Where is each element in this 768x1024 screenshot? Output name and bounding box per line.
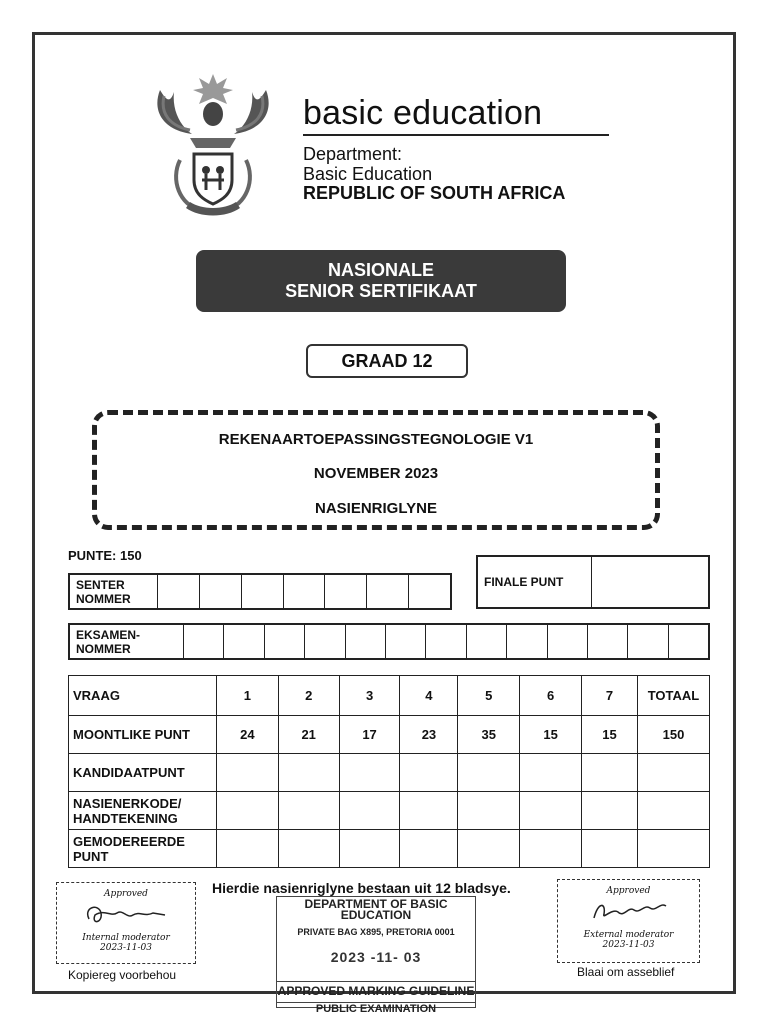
question-number: 7 bbox=[582, 676, 638, 716]
mark-cell[interactable] bbox=[520, 792, 582, 830]
brand-name: basic education bbox=[303, 94, 543, 132]
final-mark-cell[interactable] bbox=[592, 557, 708, 607]
stamp-title: Approved bbox=[104, 889, 148, 899]
question-number: 6 bbox=[520, 676, 582, 716]
total-points: PUNTE: 150 bbox=[68, 548, 142, 563]
exam-number-cell[interactable] bbox=[426, 625, 466, 658]
centre-number-cell[interactable] bbox=[200, 575, 242, 608]
possible-marks-row bbox=[69, 716, 710, 754]
mark-cell[interactable] bbox=[278, 754, 339, 792]
moderated-mark-label: GEMODEREERDE PUNT bbox=[69, 830, 217, 868]
moderated-mark-row bbox=[69, 830, 710, 868]
possible-mark: 21 bbox=[278, 716, 339, 754]
exam-number-cell[interactable] bbox=[224, 625, 264, 658]
mark-cell[interactable] bbox=[637, 792, 709, 830]
stamp-date: 2023-11-03 bbox=[602, 940, 655, 950]
mark-cell[interactable] bbox=[278, 830, 339, 868]
mark-cell[interactable] bbox=[216, 792, 278, 830]
department-label: Department: bbox=[303, 144, 403, 164]
centre-number-cell[interactable] bbox=[409, 575, 450, 608]
subject-box bbox=[92, 410, 660, 530]
exam-number-cell[interactable] bbox=[386, 625, 426, 658]
mark-cell[interactable] bbox=[458, 754, 520, 792]
signature bbox=[81, 899, 171, 929]
mark-cell[interactable] bbox=[637, 754, 709, 792]
possible-total: 150 bbox=[637, 716, 709, 754]
stamp-role: External moderator bbox=[583, 930, 674, 940]
external-moderator-stamp bbox=[557, 879, 700, 963]
mark-cell[interactable] bbox=[520, 754, 582, 792]
exam-number-field bbox=[68, 623, 710, 660]
stamp-approval: APPROVED MARKING GUIDELINE bbox=[277, 981, 475, 998]
total-header: TOTAAL bbox=[637, 676, 709, 716]
stamp-title: Approved bbox=[606, 886, 651, 896]
exam-number-cell[interactable] bbox=[265, 625, 305, 658]
mark-cell[interactable] bbox=[458, 830, 520, 868]
question-number: 4 bbox=[400, 676, 458, 716]
subject-name: REKENAARTOEPASSINGSTEGNOLOGIE V1 bbox=[218, 431, 534, 448]
marker-code-label: NASIENERKODE/ HANDTEKENING bbox=[69, 792, 217, 830]
centre-number-cell[interactable] bbox=[158, 575, 200, 608]
possible-mark: 23 bbox=[400, 716, 458, 754]
candidate-mark-row bbox=[69, 754, 710, 792]
candidate-mark-label: KANDIDAATPUNT bbox=[69, 754, 217, 792]
exam-number-cell[interactable] bbox=[184, 625, 224, 658]
mark-cell[interactable] bbox=[520, 830, 582, 868]
centre-number-cell[interactable] bbox=[242, 575, 284, 608]
copyright-note: Kopiereg voorbehou bbox=[68, 968, 177, 982]
mark-cell[interactable] bbox=[458, 792, 520, 830]
stamp-date: 2023 -11- 03 bbox=[330, 949, 422, 965]
mark-cell[interactable] bbox=[278, 792, 339, 830]
mark-cell[interactable] bbox=[637, 830, 709, 868]
mark-cell[interactable] bbox=[400, 830, 458, 868]
mark-cell[interactable] bbox=[339, 754, 400, 792]
department-name: Basic Education bbox=[303, 164, 433, 184]
question-number: 1 bbox=[216, 676, 278, 716]
possible-mark: 17 bbox=[339, 716, 400, 754]
turn-over-note: Blaai om asseblief bbox=[577, 965, 675, 979]
exam-number-cell[interactable] bbox=[548, 625, 588, 658]
brand-divider bbox=[303, 134, 609, 136]
exam-session: NOVEMBER 2023 bbox=[313, 465, 439, 482]
question-header-row bbox=[69, 676, 710, 716]
final-mark-label: FINALE PUNT bbox=[478, 557, 592, 607]
mark-cell[interactable] bbox=[339, 792, 400, 830]
centre-number-cell[interactable] bbox=[367, 575, 409, 608]
exam-number-cell[interactable] bbox=[467, 625, 507, 658]
coat-of-arms-logo bbox=[150, 70, 276, 220]
possible-mark: 24 bbox=[216, 716, 278, 754]
mark-cell[interactable] bbox=[400, 792, 458, 830]
stamp-address: PRIVATE BAG X895, PRETORIA 0001 bbox=[297, 927, 455, 937]
possible-mark: 15 bbox=[582, 716, 638, 754]
signature bbox=[584, 896, 674, 926]
exam-number-cell[interactable] bbox=[588, 625, 628, 658]
exam-number-cell[interactable] bbox=[507, 625, 547, 658]
grade-label: GRAAD 12 bbox=[306, 344, 468, 378]
stamp-role: Internal moderator bbox=[82, 933, 170, 943]
internal-moderator-stamp bbox=[56, 882, 196, 964]
mark-cell[interactable] bbox=[400, 754, 458, 792]
document-type: NASIENRIGLYNE bbox=[315, 500, 437, 517]
possible-mark: 35 bbox=[458, 716, 520, 754]
possible-mark: 15 bbox=[520, 716, 582, 754]
mark-cell[interactable] bbox=[582, 830, 638, 868]
mark-cell[interactable] bbox=[216, 830, 278, 868]
exam-number-cell[interactable] bbox=[669, 625, 708, 658]
mark-cell[interactable] bbox=[582, 792, 638, 830]
mark-cell[interactable] bbox=[339, 830, 400, 868]
possible-marks-label: MOONTLIKE PUNT bbox=[69, 716, 217, 754]
question-number: 5 bbox=[458, 676, 520, 716]
exam-number-cell[interactable] bbox=[628, 625, 668, 658]
question-number: 3 bbox=[339, 676, 400, 716]
marks-table bbox=[68, 675, 710, 868]
marker-code-row bbox=[69, 792, 710, 830]
page-count-note: Hierdie nasienriglyne bestaan uit 12 bladsye. bbox=[212, 880, 511, 896]
dbe-approval-stamp bbox=[276, 896, 476, 1015]
question-header-label: VRAAG bbox=[69, 676, 217, 716]
banner-line-1: NASIONALE bbox=[327, 260, 434, 280]
question-number: 2 bbox=[278, 676, 339, 716]
mark-cell[interactable] bbox=[216, 754, 278, 792]
exam-number-label: EKSAMEN- NOMMER bbox=[70, 625, 184, 658]
exam-number-cell[interactable] bbox=[346, 625, 386, 658]
mark-cell[interactable] bbox=[582, 754, 638, 792]
country-name: REPUBLIC OF SOUTH AFRICA bbox=[303, 183, 566, 203]
exam-number-cell[interactable] bbox=[305, 625, 345, 658]
centre-number-cell[interactable] bbox=[325, 575, 367, 608]
centre-number-cell[interactable] bbox=[284, 575, 326, 608]
final-mark-field bbox=[476, 555, 710, 609]
stamp-date: 2023-11-03 bbox=[100, 943, 152, 953]
stamp-department: DEPARTMENT OF BASIC EDUCATION bbox=[304, 897, 448, 922]
stamp-category: PUBLIC EXAMINATION bbox=[277, 1002, 475, 1015]
banner-line-2: SENIOR SERTIFIKAAT bbox=[285, 281, 477, 301]
certificate-banner bbox=[196, 250, 566, 312]
centre-number-label: SENTER NOMMER bbox=[70, 575, 158, 608]
centre-number-field bbox=[68, 573, 452, 610]
